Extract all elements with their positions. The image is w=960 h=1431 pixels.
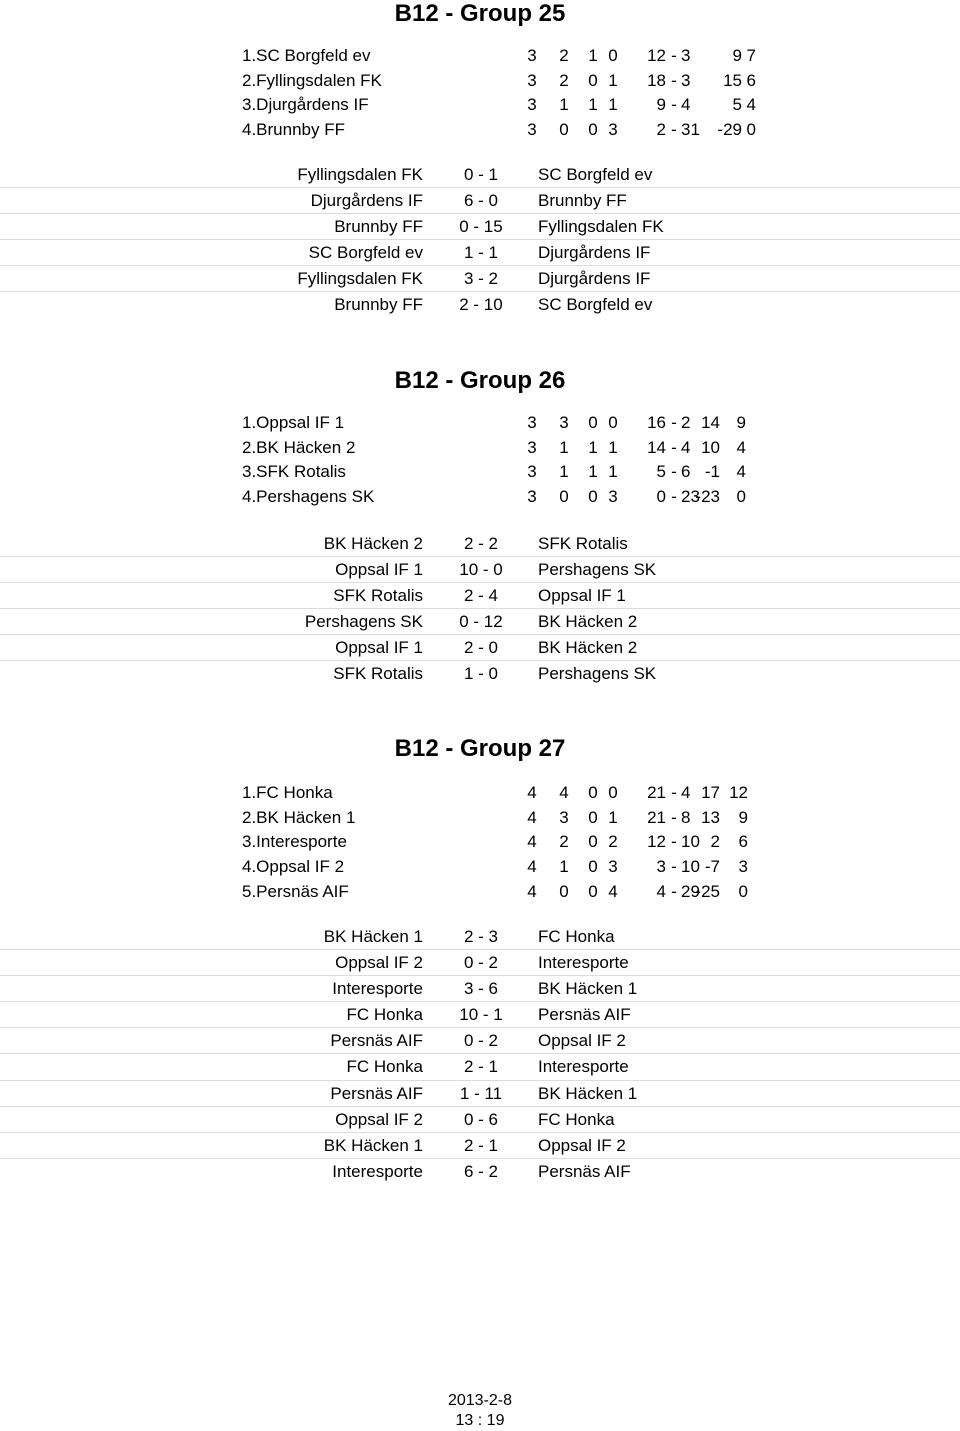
points: 9 xyxy=(736,413,746,432)
match-score: 2 - 0 xyxy=(463,638,499,658)
match-row xyxy=(0,950,960,976)
group-26 xyxy=(0,367,960,697)
match-score: 0 - 1 xyxy=(463,165,499,184)
match-score: 0 - 12 xyxy=(459,612,503,632)
draws: 0 xyxy=(588,783,598,802)
away-team: Oppsal IF 2 xyxy=(538,1031,626,1051)
group-title: B12 - Group 26 xyxy=(394,367,566,394)
goals-separator: - xyxy=(671,70,677,90)
team-name: 2.Fyllingsdalen FK xyxy=(242,70,382,90)
points: 6 xyxy=(746,70,756,90)
standings-row xyxy=(242,830,762,855)
match-list xyxy=(0,162,960,318)
match-score: 0 - 6 xyxy=(463,1109,499,1129)
standings-row xyxy=(242,44,762,69)
team-name: 5.Persnäs AIF xyxy=(242,881,349,901)
goals-for: 0 xyxy=(656,487,666,507)
goals-for: 16 xyxy=(647,413,666,432)
wins: 0 xyxy=(559,120,569,140)
wins: 0 xyxy=(559,881,569,901)
standings-row xyxy=(242,485,762,510)
team-name: 1.SC Borgfeld ev xyxy=(242,46,371,65)
draws: 1 xyxy=(588,437,598,457)
goals-separator: - xyxy=(671,881,677,901)
home-team: BK Häcken 1 xyxy=(323,1135,423,1155)
goal-difference: -23 xyxy=(695,487,720,507)
group-title: B12 - Group 25 xyxy=(394,0,566,27)
goals-for: 12 xyxy=(647,46,666,65)
losses: 0 xyxy=(608,46,618,65)
goals-against: 3 xyxy=(681,70,691,90)
goals-against: 10 xyxy=(681,832,700,852)
goal-difference: -25 xyxy=(695,881,720,901)
goals-against: 10 xyxy=(681,857,700,877)
team-name: 4.Brunnby FF xyxy=(242,120,345,140)
losses: 1 xyxy=(608,437,618,457)
match-row xyxy=(0,266,960,292)
away-team: BK Häcken 1 xyxy=(538,979,638,999)
losses: 0 xyxy=(608,413,618,432)
away-team: SC Borgfeld ev xyxy=(538,165,653,184)
goals-separator: - xyxy=(671,783,677,802)
goals-against: 4 xyxy=(681,783,691,802)
goals-separator: - xyxy=(671,46,677,65)
goal-difference: -29 xyxy=(717,120,742,140)
match-score: 0 - 2 xyxy=(463,1031,499,1051)
match-score: 6 - 2 xyxy=(463,1161,499,1181)
standings-row xyxy=(242,69,762,94)
losses: 3 xyxy=(608,857,618,877)
losses: 1 xyxy=(608,807,618,827)
match-row xyxy=(0,976,960,1002)
losses: 1 xyxy=(608,70,618,90)
home-team: Oppsal IF 2 xyxy=(335,1109,423,1129)
goal-difference: 15 xyxy=(723,70,742,90)
match-row xyxy=(0,162,960,188)
standings-row xyxy=(242,436,762,461)
home-team: Interesporte xyxy=(332,1161,423,1181)
losses: 1 xyxy=(608,462,618,482)
away-team: SFK Rotalis xyxy=(538,534,628,553)
standings-table xyxy=(242,411,762,510)
games-played: 3 xyxy=(527,46,537,65)
goals-separator: - xyxy=(671,95,677,115)
wins: 1 xyxy=(559,857,569,877)
team-name: 4.Pershagens SK xyxy=(242,487,375,507)
goal-difference: -1 xyxy=(704,462,720,482)
standings-row xyxy=(242,118,762,143)
losses: 3 xyxy=(608,120,618,140)
standings-row xyxy=(242,460,762,485)
home-team: Brunnby FF xyxy=(334,217,423,237)
home-team: Fyllingsdalen FK xyxy=(297,165,423,184)
draws: 1 xyxy=(588,46,598,65)
goals-against: 23 xyxy=(681,487,700,507)
goals-for: 18 xyxy=(647,70,666,90)
goals-for: 12 xyxy=(647,832,666,852)
home-team: Persnäs AIF xyxy=(330,1083,423,1103)
goals-for: 9 xyxy=(656,95,666,115)
away-team: Interesporte xyxy=(538,1057,629,1077)
home-team: SFK Rotalis xyxy=(333,664,423,684)
points: 4 xyxy=(736,462,746,482)
home-team: Interesporte xyxy=(332,979,423,999)
losses: 4 xyxy=(608,881,618,901)
match-score: 2 - 1 xyxy=(463,1057,499,1077)
standings-row xyxy=(242,781,762,806)
home-team: Djurgårdens IF xyxy=(310,191,423,211)
games-played: 4 xyxy=(527,783,537,802)
goal-difference: 17 xyxy=(701,783,720,802)
home-team: BK Häcken 1 xyxy=(323,927,423,946)
standings-row xyxy=(242,411,762,436)
games-played: 3 xyxy=(527,487,537,507)
match-score: 2 - 4 xyxy=(463,586,499,606)
match-row xyxy=(0,292,960,317)
goals-against: 2 xyxy=(681,413,691,432)
wins: 2 xyxy=(559,46,569,65)
draws: 0 xyxy=(588,487,598,507)
draws: 1 xyxy=(588,95,598,115)
team-name: 3.Interesporte xyxy=(242,832,347,852)
away-team: Fyllingsdalen FK xyxy=(538,217,664,237)
standings-row xyxy=(242,93,762,118)
team-name: 3.Djurgårdens IF xyxy=(242,95,369,115)
losses: 1 xyxy=(608,95,618,115)
away-team: Brunnby FF xyxy=(538,191,627,211)
match-score: 2 - 10 xyxy=(459,295,503,315)
home-team: SFK Rotalis xyxy=(333,586,423,606)
draws: 0 xyxy=(588,120,598,140)
goals-separator: - xyxy=(671,487,677,507)
match-row xyxy=(0,240,960,266)
away-team: BK Häcken 2 xyxy=(538,638,638,658)
match-score: 1 - 1 xyxy=(463,243,499,263)
match-score: 10 - 0 xyxy=(459,560,503,580)
draws: 0 xyxy=(588,857,598,877)
goals-separator: - xyxy=(671,120,677,140)
away-team: FC Honka xyxy=(538,1109,615,1129)
games-played: 3 xyxy=(527,120,537,140)
match-score: 3 - 2 xyxy=(463,269,499,289)
home-team: FC Honka xyxy=(346,1057,423,1077)
goals-for: 2 xyxy=(656,120,666,140)
match-score: 2 - 3 xyxy=(463,927,499,946)
away-team: SC Borgfeld ev xyxy=(538,295,653,315)
draws: 0 xyxy=(588,70,598,90)
points: 4 xyxy=(746,95,756,115)
match-score: 1 - 11 xyxy=(459,1083,503,1103)
goals-separator: - xyxy=(671,462,677,482)
goal-difference: 10 xyxy=(701,437,720,457)
away-team: BK Häcken 2 xyxy=(538,612,638,632)
wins: 1 xyxy=(559,95,569,115)
match-row xyxy=(0,1107,960,1133)
points: 4 xyxy=(736,437,746,457)
goals-against: 8 xyxy=(681,807,691,827)
goals-against: 3 xyxy=(681,46,691,65)
goal-difference: 9 xyxy=(732,46,742,65)
games-played: 4 xyxy=(527,857,537,877)
group-27 xyxy=(0,735,960,1185)
draws: 0 xyxy=(588,881,598,901)
losses: 2 xyxy=(608,832,618,852)
points: 3 xyxy=(738,857,748,877)
points: 0 xyxy=(738,881,748,901)
home-team: Persnäs AIF xyxy=(330,1031,423,1051)
wins: 4 xyxy=(559,783,569,802)
games-played: 3 xyxy=(527,413,537,432)
home-team: Brunnby FF xyxy=(334,295,423,315)
match-row xyxy=(0,214,960,240)
match-row xyxy=(0,188,960,214)
goal-difference: 13 xyxy=(701,807,720,827)
goals-separator: - xyxy=(671,832,677,852)
match-list xyxy=(0,531,960,687)
games-played: 4 xyxy=(527,881,537,901)
away-team: FC Honka xyxy=(538,927,615,946)
match-list xyxy=(0,924,960,1184)
goals-for: 21 xyxy=(647,807,666,827)
points: 9 xyxy=(738,807,748,827)
match-row xyxy=(0,1002,960,1028)
team-name: 4.Oppsal IF 2 xyxy=(242,857,345,877)
points: 0 xyxy=(746,120,756,140)
draws: 0 xyxy=(588,832,598,852)
match-score: 0 - 2 xyxy=(463,953,499,973)
team-name: 2.BK Häcken 2 xyxy=(242,437,356,457)
match-score: 0 - 15 xyxy=(459,217,503,237)
goals-for: 4 xyxy=(656,881,666,901)
away-team: Interesporte xyxy=(538,953,629,973)
goal-difference: 14 xyxy=(701,413,720,432)
match-score: 2 - 2 xyxy=(463,534,499,553)
away-team: Djurgårdens IF xyxy=(538,269,651,289)
standings-table xyxy=(242,44,762,143)
standings-row xyxy=(242,855,762,880)
team-name: 2.BK Häcken 1 xyxy=(242,807,356,827)
draws: 0 xyxy=(588,807,598,827)
goals-against: 4 xyxy=(681,437,691,457)
losses: 0 xyxy=(608,783,618,802)
team-name: 1.FC Honka xyxy=(242,783,333,802)
away-team: Oppsal IF 2 xyxy=(538,1135,626,1155)
match-row xyxy=(0,1081,960,1107)
goal-difference: -7 xyxy=(704,857,720,877)
match-row xyxy=(0,1133,960,1159)
goals-separator: - xyxy=(671,413,677,432)
match-row xyxy=(0,531,960,557)
home-team: FC Honka xyxy=(346,1005,423,1025)
match-score: 10 - 1 xyxy=(459,1005,503,1025)
group-title: B12 - Group 27 xyxy=(394,735,566,762)
standings-row xyxy=(242,806,762,831)
home-team: Pershagens SK xyxy=(304,612,423,632)
points: 0 xyxy=(736,487,746,507)
goal-difference: 2 xyxy=(710,832,720,852)
goals-for: 14 xyxy=(647,437,666,457)
wins: 0 xyxy=(559,487,569,507)
match-score: 2 - 1 xyxy=(463,1135,499,1155)
losses: 3 xyxy=(608,487,618,507)
home-team: BK Häcken 2 xyxy=(323,534,423,553)
away-team: Persnäs AIF xyxy=(538,1161,631,1181)
wins: 1 xyxy=(559,462,569,482)
away-team: Persnäs AIF xyxy=(538,1005,631,1025)
games-played: 3 xyxy=(527,95,537,115)
goals-for: 5 xyxy=(656,462,666,482)
goals-separator: - xyxy=(671,857,677,877)
points: 6 xyxy=(738,832,748,852)
wins: 3 xyxy=(559,807,569,827)
home-team: SC Borgfeld ev xyxy=(308,243,423,263)
match-row xyxy=(0,635,960,661)
points: 7 xyxy=(746,46,756,65)
games-played: 3 xyxy=(527,70,537,90)
away-team: BK Häcken 1 xyxy=(538,1083,638,1103)
match-row xyxy=(0,1054,960,1080)
match-score: 1 - 0 xyxy=(463,664,499,684)
match-row xyxy=(0,609,960,635)
wins: 2 xyxy=(559,832,569,852)
group-25 xyxy=(0,0,960,330)
match-score: 6 - 0 xyxy=(463,191,499,211)
away-team: Oppsal IF 1 xyxy=(538,586,626,606)
match-row xyxy=(0,924,960,950)
home-team: Oppsal IF 1 xyxy=(335,560,423,580)
team-name: 1.Oppsal IF 1 xyxy=(242,413,345,432)
draws: 0 xyxy=(588,413,598,432)
match-row xyxy=(0,557,960,583)
wins: 1 xyxy=(559,437,569,457)
goals-against: 4 xyxy=(681,95,691,115)
goal-difference: 5 xyxy=(732,95,742,115)
points: 12 xyxy=(729,783,748,802)
away-team: Djurgårdens IF xyxy=(538,243,651,263)
draws: 1 xyxy=(588,462,598,482)
wins: 3 xyxy=(559,413,569,432)
away-team: Pershagens SK xyxy=(538,664,657,684)
games-played: 3 xyxy=(527,437,537,457)
goals-for: 3 xyxy=(656,857,666,877)
away-team: Pershagens SK xyxy=(538,560,657,580)
games-played: 4 xyxy=(527,807,537,827)
team-name: 3.SFK Rotalis xyxy=(242,462,346,482)
home-team: Oppsal IF 2 xyxy=(335,953,423,973)
goals-against: 29 xyxy=(681,881,700,901)
match-row xyxy=(0,1159,960,1184)
wins: 2 xyxy=(559,70,569,90)
match-row xyxy=(0,1028,960,1054)
games-played: 4 xyxy=(527,832,537,852)
goals-against: 6 xyxy=(681,462,691,482)
home-team: Fyllingsdalen FK xyxy=(297,269,423,289)
standings-row xyxy=(242,880,762,905)
goals-against: 31 xyxy=(681,120,700,140)
match-row xyxy=(0,661,960,686)
goals-separator: - xyxy=(671,437,677,457)
standings-table xyxy=(242,781,762,904)
home-team: Oppsal IF 1 xyxy=(335,638,423,658)
games-played: 3 xyxy=(527,462,537,482)
goals-for: 21 xyxy=(647,783,666,802)
match-row xyxy=(0,583,960,609)
footer-date: 2013-2-8 xyxy=(447,1392,513,1409)
match-score: 3 - 6 xyxy=(463,979,499,999)
footer-page-number: 13 : 19 xyxy=(455,1412,505,1429)
goals-separator: - xyxy=(671,807,677,827)
